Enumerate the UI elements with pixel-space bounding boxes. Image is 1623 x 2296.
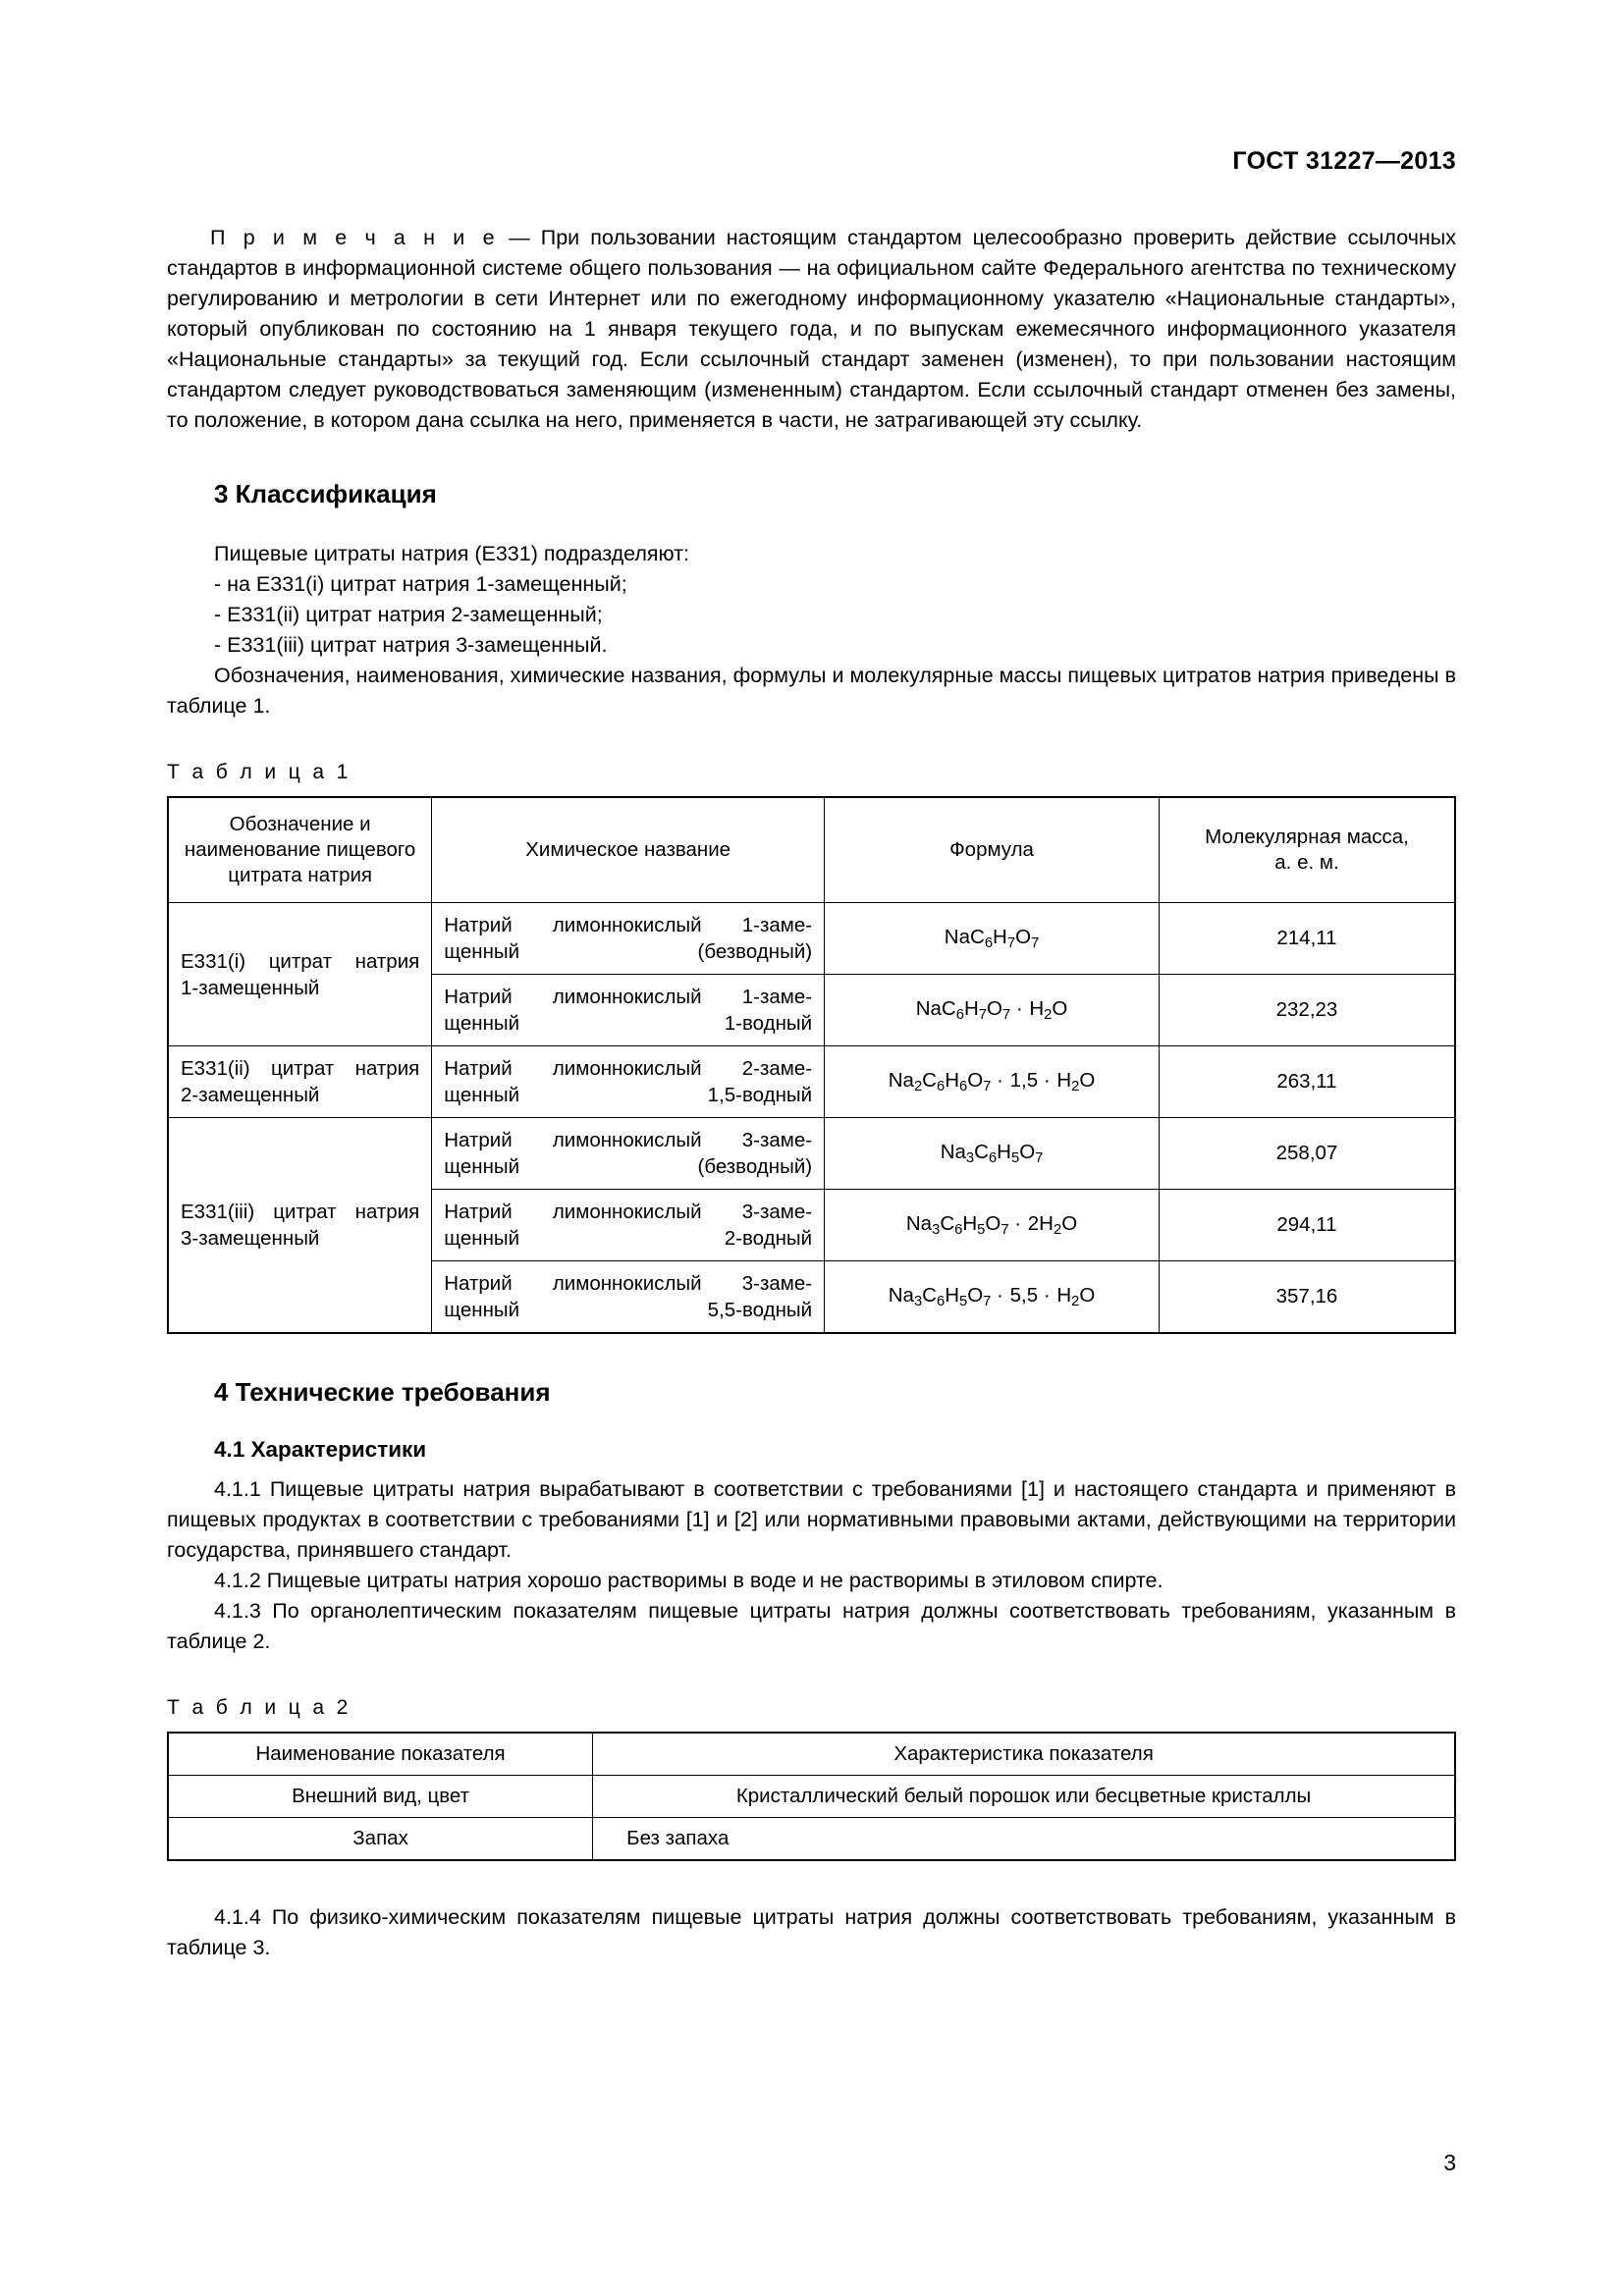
table-1 [167, 796, 1456, 1334]
table-1-formula-cell: $Na_3C_6H_5O_7 \cdot 5,5 \cdot H_2O$ [825, 1261, 1160, 1334]
note-paragraph [167, 223, 1456, 436]
table-2-indicator-value: Без запаха [593, 1818, 1455, 1861]
table-2-header-cell-2: Характеристика показателя [593, 1733, 1455, 1776]
table-1-mass-cell: 214,11 [1159, 903, 1455, 975]
table-row [168, 1118, 1455, 1190]
table-1-chem-cell: Натрий лимоннокислый 3-заме- щенный (безводный) [432, 1118, 825, 1190]
table-row [168, 1776, 1455, 1818]
table-1-mass-cell: 357,16 [1159, 1261, 1455, 1334]
table-row [168, 1046, 1455, 1118]
table-1-name-cell: Е331(iii) цитрат натрия 3-замещенный [168, 1118, 432, 1334]
paragraph-411: 4.1.1 Пищевые цитраты натрия вырабатывают в соответствии с требованиями [1] и настоящего стандарта и применяют в пищевых продуктах в соответствии с требованиями [1] и [2] или нормативными правовыми актами, действующими на территории государства, принявшего стандарт. [167, 1477, 1456, 1562]
table-row [168, 1818, 1455, 1861]
paragraph-412: 4.1.2 Пищевые цитраты натрия хорошо растворимы в воде и не растворимы в этиловом спирте. [214, 1569, 1163, 1592]
section-41-title: 4.1 Характеристики [214, 1437, 427, 1462]
section-4-title: 4 Технические требования [214, 1377, 551, 1407]
section-3-title: 3 Классификация [214, 479, 437, 508]
table-2-caption: Т а б л и ц а 2 [167, 1696, 352, 1719]
table-1-mass-cell: 232,23 [1159, 975, 1455, 1046]
table-2-header-cell-1: Наименование показателя [168, 1733, 593, 1776]
table-1-formula-cell: $Na_3C_6H_5O_7 \cdot 2H_2O$ [825, 1190, 1160, 1261]
table-2-header-row [168, 1733, 1455, 1776]
table-2-indicator-name: Запах [168, 1818, 593, 1861]
table-1-chem-cell: Натрий лимоннокислый 2-заме- щенный 1,5-водный [432, 1046, 825, 1118]
page-header-standard: ГОСТ 31227—2013 [1232, 147, 1456, 175]
table-1-header-cell-1: Обозначение и наименование пищевого цитрата натрия [168, 797, 432, 903]
table-1-mass-cell: 294,11 [1159, 1190, 1455, 1261]
table-2 [167, 1732, 1456, 1861]
table-1-header-cell-3: Формула [825, 797, 1160, 903]
table-2-indicator-value: Кристаллический белый порошок или бесцветные кристаллы [593, 1776, 1455, 1818]
table-1-formula-cell: $Na_2C_6H_6O_7 \cdot 1,5 \cdot H_2O$ [825, 1046, 1160, 1118]
table-1-name-cell: Е331(i) цитрат натрия 1-замещенный [168, 903, 432, 1046]
paragraph-413: 4.1.3 По органолептическим показателям пищевые цитраты натрия должны соответствовать требованиям, указанным в таблице 2. [167, 1599, 1456, 1653]
table-1-formula-cell: $Na_3C_6H_5O_7$ [825, 1118, 1160, 1190]
table-row [168, 903, 1455, 975]
table-1-header-cell-2: Химическое название [432, 797, 825, 903]
classification-item-1: - на Е331(i) цитрат натрия 1-замещенный; [214, 572, 627, 596]
table-1-chem-cell: Натрий лимоннокислый 1-заме- щенный 1-водный [432, 975, 825, 1046]
note-label: П р и м е ч а н и е [210, 226, 499, 249]
table-1-name-cell: Е331(ii) цитрат натрия 2-замещенный [168, 1046, 432, 1118]
table-1-formula-cell: $NaC_6H_7O_7 \cdot H_2O$ [825, 975, 1160, 1046]
table-1-mass-cell: 263,11 [1159, 1046, 1455, 1118]
table-1-chem-cell: Натрий лимоннокислый 3-заме- щенный 5,5-водный [432, 1261, 825, 1334]
table-1-mass-cell: 258,07 [1159, 1118, 1455, 1190]
section-3-after: Обозначения, наименования, химические названия, формулы и молекулярные массы пищевых цитратов натрия приведены в таблице 1. [167, 664, 1456, 718]
classification-item-3: - Е331(iii) цитрат натрия 3-замещенный. [214, 633, 608, 657]
section-3-intro: Пищевые цитраты натрия (Е331) подразделяют: [214, 542, 690, 565]
table-2-indicator-name: Внешний вид, цвет [168, 1776, 593, 1818]
table-1-chem-cell: Натрий лимоннокислый 3-заме- щенный 2-водный [432, 1190, 825, 1261]
note-text: — При пользовании настоящим стандартом целесообразно проверить действие ссылочных стандартов в информационной системе общего пользования — на официальном сайте Федерального агентства по техническому регулированию и метрологии в сети Интернет или по ежегодному информационному указателю «Национальные стандарты», который опубликован по состоянию на 1 января текущего года, и по выпускам ежемесячного информационного указателя «Национальные стандарты» за текущий год. Если ссылочный стандарт заменен (изменен), то при пользовании настоящим стандартом следует руководствоваться заменяющим (измененным) стандартом. Если ссылочный стандарт отменен без замены, то положение, в котором дана ссылка на него, применяется в части, не затрагивающей эту ссылку. [167, 226, 1456, 432]
page-number: 3 [1443, 2150, 1456, 2175]
table-1-formula-cell: $NaC_6H_7O_7$ [825, 903, 1160, 975]
paragraph-414: 4.1.4 По физико-химическим показателям пищевые цитраты натрия должны соответствовать требованиям, указанным в таблице 3. [167, 1905, 1456, 1959]
table-1-chem-cell: Натрий лимоннокислый 1-заме- щенный (безводный) [432, 903, 825, 975]
table-1-header-cell-4: Молекулярная масса, а. е. м. [1159, 797, 1455, 903]
classification-item-2: - Е331(ii) цитрат натрия 2-замещенный; [214, 603, 603, 626]
table-1-caption: Т а б л и ц а 1 [167, 761, 352, 783]
table-1-header-row [168, 797, 1455, 903]
